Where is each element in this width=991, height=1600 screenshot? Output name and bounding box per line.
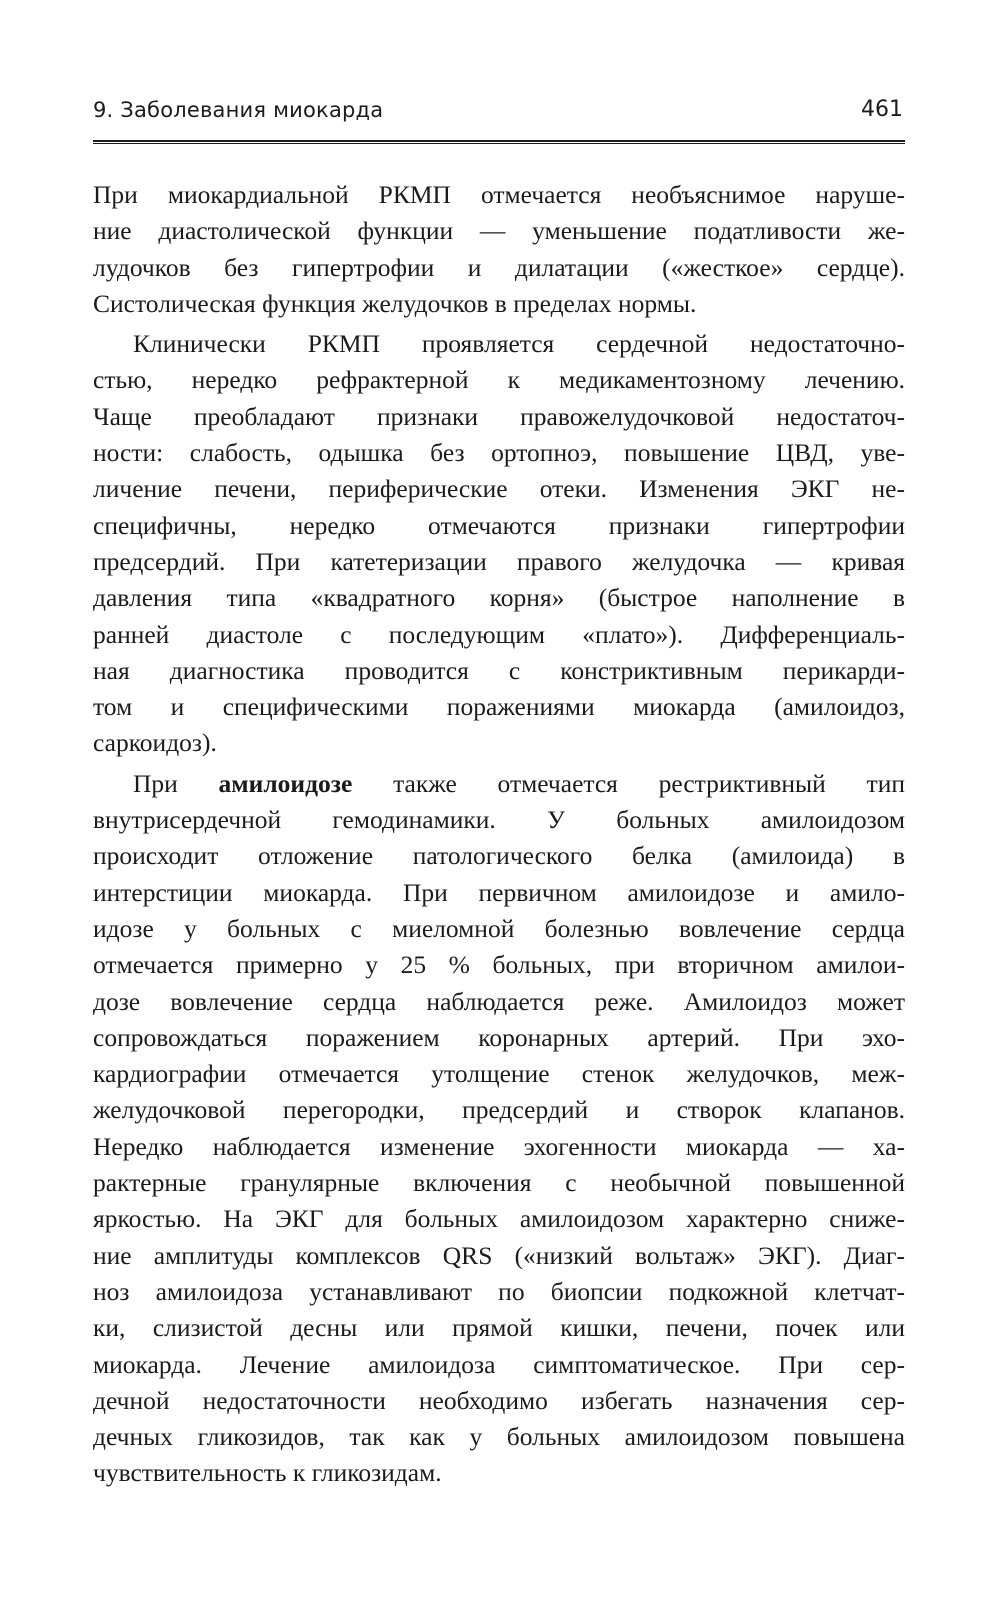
paragraph-clinical-picture — [93, 326, 905, 762]
text-line: давления типа «квадратного корня» (быстрое наполнение в — [93, 583, 905, 613]
text-line: рактерные гранулярные включения с необычной повышенной — [93, 1168, 905, 1198]
body-text — [93, 177, 905, 1492]
text-line: При миокардиальной РКМП отмечается необъяснимое наруше- — [93, 180, 905, 209]
page-number: 461 — [861, 97, 903, 122]
text-line: внутрисердечной гемодинамики. У больных амилоидозом — [93, 805, 905, 835]
section-title: 9. Заболевания миокарда — [93, 98, 384, 122]
text-line: дозе вовлечение сердца наблюдается реже. Амилоидоз может — [93, 986, 905, 1016]
text-line: ние диастолической функции — уменьшение податливости же- — [93, 216, 905, 246]
text-line: предсердий. При катетеризации правого желудочка — кривая — [93, 546, 905, 576]
text-line: саркоидоз). — [93, 728, 217, 758]
text-line: идозе у больных с миеломной болезнью вовлечение сердца — [93, 913, 905, 943]
text-line: стью, нередко рефрактерной к медикаментозному лечению. — [93, 365, 905, 395]
text-line: Клинически РКМП проявляется сердечной недостаточно- — [133, 329, 905, 359]
text-line: Нередко наблюдается изменение эхогенности миокарда — ха- — [93, 1131, 905, 1161]
text-line: яркостью. На ЭКГ для больных амилоидозом характерно сниже- — [93, 1204, 905, 1234]
text-line: Чаще преобладают признаки правожелудочковой недостаточ- — [93, 401, 905, 431]
text-line: ности: слабость, одышка без ортопноэ, повышение ЦВД, уве- — [93, 438, 905, 468]
text-line: ние амплитуды комплексов QRS («низкий вольтаж» ЭКГ). Диаг- — [93, 1240, 905, 1270]
text-line: происходит отложение патологического белка (амилоида) в — [93, 841, 905, 871]
paragraph-amyloidosis — [93, 766, 905, 1492]
header-rule — [93, 140, 905, 144]
text-line: интерстиции миокарда. При первичном амилоидозе и амило- — [93, 877, 905, 907]
text-line: личение печени, периферические отеки. Изменения ЭКГ не- — [93, 474, 905, 504]
text-line: сопровождаться поражением коронарных артерий. При эхо- — [93, 1022, 905, 1052]
text-line: миокарда. Лечение амилоидоза симптоматическое. При сер- — [93, 1349, 905, 1379]
text-line: кардиографии отмечается утолщение стенок желудочков, меж- — [93, 1059, 905, 1089]
text-run: При — [133, 768, 219, 798]
text-line: отмечается примерно у 25 % больных, при вторичном амилои- — [93, 950, 905, 980]
text-line: Систолическая функция желудочков в пределах нормы. — [93, 288, 697, 318]
running-header — [93, 96, 905, 136]
text-line: том и специфическими поражениями миокарда (амилоидоз, — [93, 692, 905, 722]
text-line: дечной недостаточности необходимо избегать назначения сер- — [93, 1385, 905, 1415]
text-line: ная диагностика проводится с констриктивным перикарди- — [93, 655, 905, 685]
text-line: ки, слизистой десны или прямой кишки, печени, почек или — [93, 1313, 905, 1343]
text-line: ранней диастоле с последующим «плато»). Дифференциаль- — [93, 619, 905, 649]
text-line: желудочковой перегородки, предсердий и створок клапанов. — [93, 1095, 905, 1125]
text-line: специфичны, нередко отмечаются признаки гипертрофии — [93, 510, 905, 540]
key-term: амилоидозе — [218, 768, 353, 798]
text-line: дечных гликозидов, так как у больных амилоидозом повышена — [93, 1422, 905, 1452]
text-line: чувствительность к гликозидам. — [93, 1458, 442, 1488]
text-line: ноз амилоидоза устанавливают по биопсии подкожной клетчат- — [93, 1276, 905, 1306]
text-line — [93, 766, 905, 802]
text-run: также отмечается рестриктивный тип — [352, 768, 905, 798]
paragraph-restrictive-cmp-function — [93, 177, 905, 322]
text-line: лудочков без гипертрофии и дилатации («жесткое» сердце). — [93, 252, 905, 282]
